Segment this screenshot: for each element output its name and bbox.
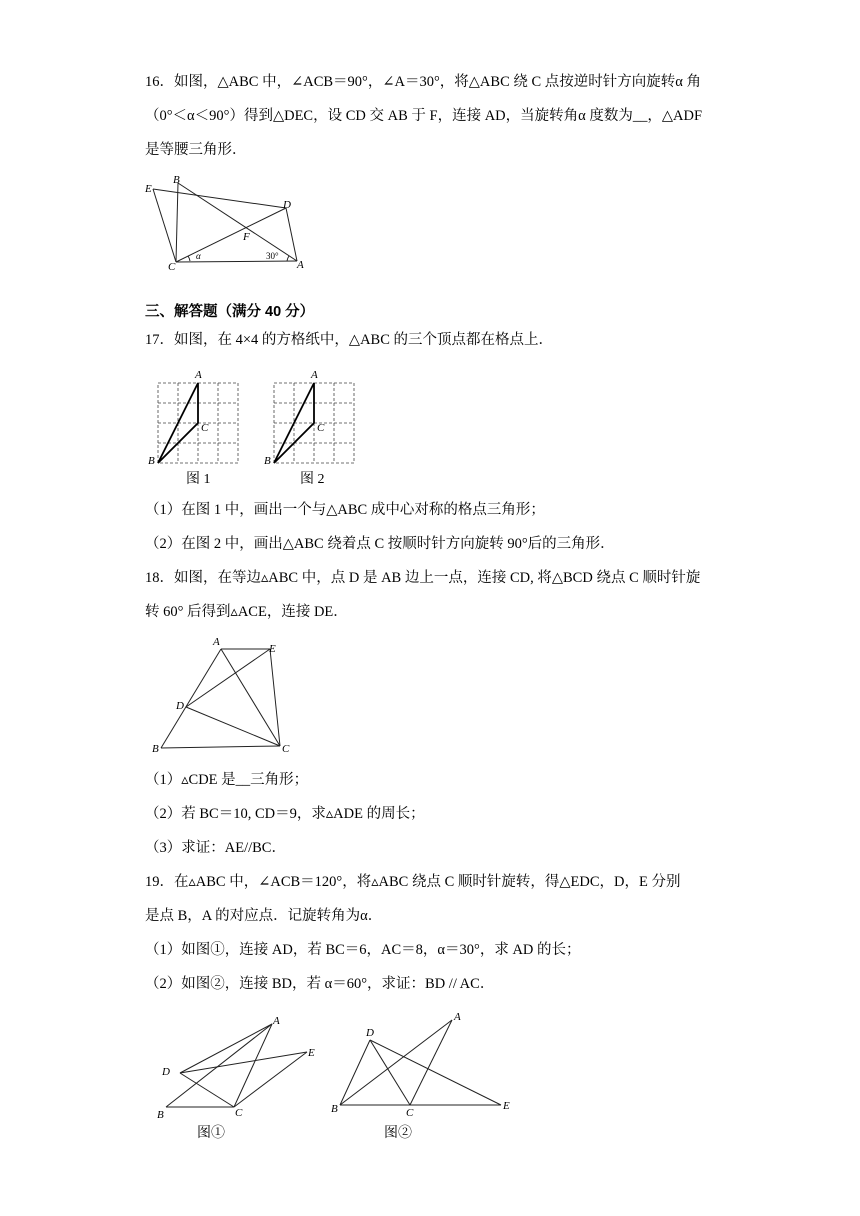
q17-fig2-label-A: A — [311, 369, 318, 381]
q18-label-B: B — [152, 743, 159, 755]
q17-fig2-caption: 图 2 — [300, 472, 325, 487]
q19-fig2-label-A: A — [454, 1011, 461, 1023]
q18-part1: （1）▵CDE 是__三角形； — [145, 772, 309, 788]
q16-line2: （0°＜α＜90°）得到△DEC，设 CD 交 AB 于 F，连接 AD，当旋转角α 度数为__，△ADF — [145, 108, 703, 124]
q16-figure — [140, 175, 320, 275]
q16-line3: 是等腰三角形． — [145, 142, 247, 158]
q19-part1: （1）如图①，连接 AD，若 BC＝6，AC＝8，α＝30°，求 AD 的长； — [145, 942, 581, 958]
q18-label-C: C — [282, 743, 290, 755]
q16-label-B: B — [173, 174, 180, 186]
q16-label-angle30: 30° — [266, 251, 279, 261]
q17-part2: （2）在图 2 中，画出△ABC 绕着点 C 按顺时针方向旋转 90°后的三角形． — [145, 536, 615, 552]
q18-line2: 转 60° 后得到▵ACE，连接 DE． — [145, 604, 348, 620]
q16-line1: 16．如图，△ABC 中，∠ACB＝90°，∠A＝30°，将△ABC 绕 C 点按逆时针方向旋转α 角 — [145, 74, 702, 90]
q18-part3: （3）求证：AE//BC． — [145, 840, 286, 856]
q17-part1: （1）在图 1 中，画出一个与△ABC 成中心对称的格点三角形； — [145, 502, 545, 518]
q17-fig2-label-C: C — [317, 422, 325, 434]
q19-line2: 是点 B，A 的对应点．记旋转角为α． — [145, 908, 383, 924]
q19-fig1-label-D: D — [162, 1066, 170, 1078]
q16-label-alpha: α — [196, 251, 201, 261]
q19-fig1-label-B: B — [157, 1109, 164, 1121]
q18-line1: 18．如图，在等边▵ABC 中，点 D 是 AB 边上一点，连接 CD, 将△BCD 绕点 C 顺时针旋 — [145, 570, 701, 586]
q17-fig1-caption: 图 1 — [186, 472, 211, 487]
q18-label-A: A — [213, 636, 220, 648]
q18-label-E: E — [269, 643, 276, 655]
q16-label-F: F — [243, 231, 250, 243]
q19-fig1-label-C: C — [235, 1107, 243, 1119]
q19-fig2-label-B: B — [331, 1103, 338, 1115]
q17-fig2-label-B: B — [264, 455, 271, 467]
q18-figure — [148, 634, 308, 759]
q19-fig2-label-D: D — [366, 1027, 374, 1039]
q19-fig1-label-E: E — [308, 1047, 315, 1059]
q17-fig1-label-C: C — [201, 422, 209, 434]
q19-fig2-caption: 图② — [384, 1126, 412, 1141]
q18-part2: （2）若 BC＝10, CD＝9，求▵ADE 的周长； — [145, 806, 425, 822]
q19-fig1-caption: 图① — [197, 1126, 225, 1141]
q17-figure-2 — [264, 368, 364, 468]
q17-fig1-label-A: A — [195, 369, 202, 381]
q16-label-D: D — [283, 199, 291, 211]
q16-label-A: A — [297, 259, 304, 271]
section-3-heading: 三、解答题（满分 40 分） — [145, 304, 315, 320]
q17-fig1-label-B: B — [148, 455, 155, 467]
q19-part2: （2）如图②，连接 BD，若 α＝60°，求证：BD // AC． — [145, 976, 495, 992]
q19-figure-1 — [150, 1010, 330, 1120]
q18-label-D: D — [176, 700, 184, 712]
q19-line1: 19．在▵ABC 中，∠ACB＝120°，将▵ABC 绕点 C 顺时针旋转，得△EDC，D，E 分别 — [145, 874, 681, 890]
q19-fig2-label-C: C — [406, 1107, 414, 1119]
q16-label-E: E — [145, 183, 152, 195]
q19-figure-2 — [326, 1010, 516, 1120]
q19-fig1-label-A: A — [273, 1015, 280, 1027]
q17-line1: 17．如图，在 4×4 的方格纸中，△ABC 的三个顶点都在格点上． — [145, 332, 554, 348]
q19-fig2-label-E: E — [503, 1100, 510, 1112]
q17-figure-1 — [148, 368, 248, 468]
q16-label-C: C — [168, 261, 176, 273]
